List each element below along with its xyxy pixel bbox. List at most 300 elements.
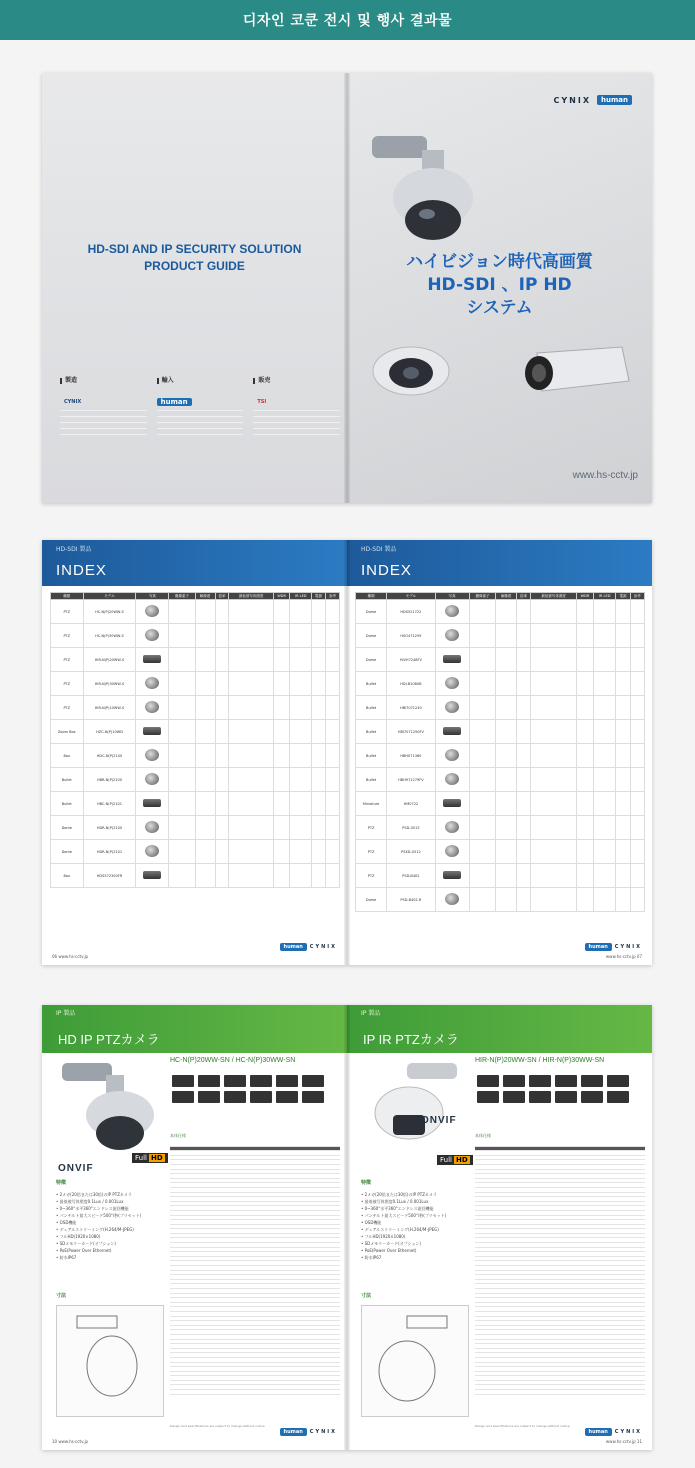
table-cell: HDI-B1080B bbox=[387, 672, 435, 696]
dimensions-drawing bbox=[56, 1305, 164, 1417]
table-cell bbox=[496, 720, 517, 744]
table-header: 参考 bbox=[630, 593, 644, 600]
table-row bbox=[51, 864, 340, 888]
table-cell bbox=[531, 600, 577, 624]
table-cell: HDS521722 bbox=[387, 600, 435, 624]
address-text-block bbox=[157, 410, 244, 440]
table-cell bbox=[516, 744, 530, 768]
dimensions-heading: 寸法 bbox=[361, 1293, 372, 1299]
table-cell bbox=[169, 768, 195, 792]
spec-table bbox=[475, 1133, 645, 1395]
spec-row bbox=[170, 1390, 340, 1395]
table-cell bbox=[169, 696, 195, 720]
table-cell bbox=[576, 720, 593, 744]
table-cell bbox=[516, 816, 530, 840]
table-cell bbox=[215, 864, 229, 888]
table-cell: HIR-N(P)20WW-S bbox=[83, 648, 136, 672]
table-cell bbox=[435, 744, 469, 768]
table-header: WDR bbox=[576, 593, 593, 600]
table-row bbox=[356, 720, 645, 744]
table-cell bbox=[630, 744, 644, 768]
table-cell bbox=[576, 600, 593, 624]
table-cell bbox=[469, 840, 496, 864]
table-cell bbox=[273, 744, 290, 768]
table-cell bbox=[576, 888, 593, 912]
table-row bbox=[51, 648, 340, 672]
product-thumbnail bbox=[445, 605, 459, 617]
table-cell bbox=[195, 648, 215, 672]
spec-icon bbox=[581, 1091, 603, 1103]
table-cell bbox=[326, 648, 340, 672]
table-cell bbox=[576, 792, 593, 816]
table-cell bbox=[496, 600, 517, 624]
table-cell: PTZ bbox=[51, 696, 84, 720]
feature-item: • PoE(Power Over Ethernet) bbox=[361, 1248, 417, 1253]
address-text-block bbox=[60, 410, 147, 440]
feature-item: • 最低被写体照度0.1Lux / 0.001Lux bbox=[361, 1199, 429, 1204]
table-cell bbox=[616, 720, 630, 744]
spec-icon bbox=[276, 1075, 298, 1087]
table-cell bbox=[169, 648, 195, 672]
table-cell bbox=[290, 840, 312, 864]
table-cell bbox=[576, 768, 593, 792]
section-tag: HD-SDI 製品 bbox=[361, 546, 397, 553]
table-cell bbox=[630, 768, 644, 792]
table-cell bbox=[312, 672, 326, 696]
table-cell bbox=[531, 888, 577, 912]
table-cell bbox=[215, 624, 229, 648]
table-cell bbox=[576, 672, 593, 696]
section-tag: IP 製品 bbox=[361, 1010, 381, 1017]
table-row bbox=[51, 768, 340, 792]
spec-icon bbox=[224, 1091, 246, 1103]
dimension-diagram bbox=[362, 1306, 470, 1418]
table-cell bbox=[516, 648, 530, 672]
table-cell bbox=[594, 624, 616, 648]
table-cell bbox=[516, 768, 530, 792]
table-cell bbox=[195, 720, 215, 744]
cover-jp-title bbox=[347, 251, 652, 320]
ptz-camera-image bbox=[367, 128, 487, 248]
ptz-left-page bbox=[42, 1005, 347, 1450]
spec-icon bbox=[581, 1075, 603, 1087]
table-cell bbox=[290, 720, 312, 744]
cover-back-page bbox=[42, 73, 347, 503]
table-cell bbox=[469, 888, 496, 912]
index-right-page bbox=[347, 540, 652, 965]
table-cell: Bullet bbox=[356, 720, 387, 744]
table-cell: Zoom Box bbox=[51, 720, 84, 744]
table-cell bbox=[273, 840, 290, 864]
table-cell bbox=[496, 816, 517, 840]
fullhd-label: Full bbox=[135, 1154, 147, 1162]
ir-ptz-camera-image bbox=[367, 1057, 477, 1157]
table-cell bbox=[273, 672, 290, 696]
table-cell bbox=[290, 744, 312, 768]
table-cell bbox=[229, 600, 273, 624]
table-cell bbox=[616, 744, 630, 768]
table-cell: HBC-N(P)2101 bbox=[83, 792, 136, 816]
table-cell bbox=[516, 624, 530, 648]
page-footer: www.hs-cctv.jp 07 bbox=[605, 954, 642, 959]
table-cell: HDS572300FR bbox=[83, 864, 136, 888]
table-cell: HC-N(P)20WW-S bbox=[83, 600, 136, 624]
product-thumbnail bbox=[143, 799, 161, 807]
ptz-header bbox=[42, 1005, 347, 1053]
feature-item: • 防水IP67 bbox=[56, 1255, 77, 1260]
index-title: INDEX bbox=[361, 562, 412, 579]
dimensions-heading: 寸法 bbox=[56, 1293, 67, 1299]
table-cell bbox=[594, 792, 616, 816]
table-cell: HZC-N(P)10WD bbox=[83, 720, 136, 744]
table-header: 参考 bbox=[326, 593, 340, 600]
table-cell bbox=[630, 840, 644, 864]
table-cell bbox=[215, 792, 229, 816]
table-cell bbox=[195, 744, 215, 768]
table-cell bbox=[215, 768, 229, 792]
product-thumbnail bbox=[145, 845, 159, 857]
table-cell bbox=[195, 768, 215, 792]
table-cell bbox=[195, 840, 215, 864]
cover-title bbox=[42, 241, 347, 275]
table-cell bbox=[616, 816, 630, 840]
table-cell: Dome bbox=[356, 600, 387, 624]
table-cell bbox=[594, 888, 616, 912]
table-cell bbox=[312, 792, 326, 816]
table-cell bbox=[312, 720, 326, 744]
cover-jp-line3: システム bbox=[466, 298, 533, 318]
table-cell bbox=[531, 696, 577, 720]
feature-item: • 2メガ(20倍または30倍)のIP PTZカメラ bbox=[361, 1192, 437, 1197]
table-cell bbox=[630, 624, 644, 648]
page-brand bbox=[280, 943, 337, 951]
table-cell: HBR-N(P)2100 bbox=[83, 768, 136, 792]
feature-icons bbox=[477, 1075, 642, 1103]
table-cell bbox=[496, 840, 517, 864]
feature-item: • 0~360°水平360°エンドレス旋回機能 bbox=[56, 1206, 129, 1211]
table-cell bbox=[594, 600, 616, 624]
ptz-spread bbox=[42, 1005, 652, 1450]
table-cell bbox=[616, 600, 630, 624]
table-cell bbox=[576, 696, 593, 720]
table-cell bbox=[630, 816, 644, 840]
cynix-logo: CYNIX bbox=[309, 944, 337, 950]
features-list bbox=[361, 1180, 473, 1261]
page-brand bbox=[585, 943, 642, 951]
cover-jp-line2: HD-SDI 、IP HD bbox=[427, 275, 572, 295]
feature-item: • 防水IP67 bbox=[361, 1255, 382, 1260]
human-logo: human bbox=[585, 1428, 612, 1436]
table-cell bbox=[616, 840, 630, 864]
features-heading: 特徴 bbox=[361, 1180, 372, 1186]
cover-title-line2: PRODUCT GUIDE bbox=[144, 259, 245, 273]
section-tag: IP 製品 bbox=[56, 1010, 76, 1017]
table-cell bbox=[531, 624, 577, 648]
product-thumbnail bbox=[445, 749, 459, 761]
feature-item: • パンチルト最大スピード500°/秒(プリセット) bbox=[361, 1213, 447, 1218]
table-cell bbox=[290, 816, 312, 840]
disclaimer: Design and specifications are subject to change without notice. bbox=[170, 1424, 266, 1428]
table-row bbox=[51, 696, 340, 720]
table-cell: HIR-N(P)10WW-S bbox=[83, 696, 136, 720]
table-cell bbox=[215, 696, 229, 720]
dome-camera-image bbox=[369, 335, 454, 405]
spec-icon bbox=[555, 1075, 577, 1087]
table-cell bbox=[136, 768, 169, 792]
table-cell bbox=[576, 816, 593, 840]
table-cell bbox=[516, 888, 530, 912]
product-thumbnail bbox=[145, 701, 159, 713]
table-header: 写真 bbox=[136, 593, 169, 600]
table-cell bbox=[273, 648, 290, 672]
table-cell bbox=[136, 864, 169, 888]
table-cell: HIVH7248FV bbox=[387, 648, 435, 672]
table-cell bbox=[531, 864, 577, 888]
table-cell bbox=[229, 648, 273, 672]
section-tag: HD-SDI 製品 bbox=[56, 546, 92, 553]
table-cell bbox=[273, 720, 290, 744]
table-cell bbox=[516, 600, 530, 624]
product-thumbnail bbox=[145, 821, 159, 833]
table-cell bbox=[169, 672, 195, 696]
table-cell bbox=[312, 864, 326, 888]
table-cell bbox=[312, 600, 326, 624]
table-cell bbox=[516, 720, 530, 744]
table-cell bbox=[435, 648, 469, 672]
table-cell: Bullet bbox=[356, 672, 387, 696]
table-row bbox=[51, 672, 340, 696]
table-cell bbox=[290, 600, 312, 624]
table-cell: PSD-B402-R bbox=[387, 888, 435, 912]
table-cell bbox=[215, 840, 229, 864]
table-cell: Dome bbox=[51, 840, 84, 864]
table-cell: HBH971279FV bbox=[387, 768, 435, 792]
table-cell bbox=[229, 672, 273, 696]
table-cell bbox=[516, 864, 530, 888]
table-cell: HM0722 bbox=[387, 792, 435, 816]
table-header: モデル bbox=[83, 593, 136, 600]
table-cell bbox=[496, 624, 517, 648]
index-table-left bbox=[50, 592, 340, 888]
table-cell bbox=[594, 864, 616, 888]
product-thumbnail bbox=[145, 773, 159, 785]
table-header: 倍率 bbox=[215, 593, 229, 600]
feature-item: • OSD機能 bbox=[361, 1220, 382, 1225]
table-cell bbox=[312, 648, 326, 672]
table-cell bbox=[435, 696, 469, 720]
table-cell bbox=[273, 696, 290, 720]
table-cell: Dome bbox=[356, 888, 387, 912]
table-cell bbox=[594, 840, 616, 864]
company-label: 輸入 bbox=[157, 378, 244, 384]
table-cell bbox=[594, 648, 616, 672]
product-thumbnail bbox=[445, 821, 459, 833]
ptz-camera-image bbox=[58, 1057, 168, 1157]
table-cell bbox=[215, 648, 229, 672]
table-cell bbox=[136, 840, 169, 864]
index-spread bbox=[42, 540, 652, 965]
table-cell bbox=[616, 864, 630, 888]
feature-icons bbox=[172, 1075, 337, 1103]
table-cell bbox=[273, 768, 290, 792]
table-cell bbox=[435, 768, 469, 792]
table-cell bbox=[169, 864, 195, 888]
table-cell bbox=[435, 888, 469, 912]
book-gutter bbox=[344, 73, 350, 503]
table-cell bbox=[576, 744, 593, 768]
table-cell bbox=[469, 720, 496, 744]
table-cell: HC-N(P)30WW-S bbox=[83, 624, 136, 648]
spec-icon bbox=[555, 1091, 577, 1103]
table-cell: PTZ bbox=[356, 864, 387, 888]
table-cell bbox=[576, 864, 593, 888]
table-cell bbox=[215, 600, 229, 624]
table-cell bbox=[496, 864, 517, 888]
spec-icon bbox=[250, 1075, 272, 1087]
table-cell: PTZ bbox=[51, 648, 84, 672]
table-header: IR LED bbox=[594, 593, 616, 600]
table-cell bbox=[136, 720, 169, 744]
table-cell bbox=[273, 600, 290, 624]
spec-icon bbox=[250, 1091, 272, 1103]
table-cell: Dome bbox=[356, 624, 387, 648]
table-cell bbox=[435, 600, 469, 624]
features-heading: 特徴 bbox=[56, 1180, 67, 1186]
feature-item: • OSD機能 bbox=[56, 1220, 77, 1225]
table-cell bbox=[215, 672, 229, 696]
table-cell bbox=[229, 816, 273, 840]
table-header: WDR bbox=[273, 593, 290, 600]
table-cell bbox=[229, 624, 273, 648]
table-cell bbox=[229, 840, 273, 864]
table-cell: PSXD-0512 bbox=[387, 840, 435, 864]
table-cell bbox=[229, 768, 273, 792]
table-cell bbox=[516, 672, 530, 696]
table-cell bbox=[469, 744, 496, 768]
table-cell bbox=[312, 624, 326, 648]
table-cell: HDR-N(P)2101 bbox=[83, 840, 136, 864]
table-row bbox=[51, 600, 340, 624]
table-cell bbox=[630, 888, 644, 912]
table-cell: Bullet bbox=[356, 768, 387, 792]
table-cell bbox=[496, 672, 517, 696]
feature-item: • デュアルストリーミング(H.264/M-JPEG) bbox=[361, 1227, 439, 1232]
table-cell: PTZ bbox=[356, 816, 387, 840]
feature-item: • 2メガ(20倍または30倍)のIP PTZカメラ bbox=[56, 1192, 132, 1197]
table-cell bbox=[616, 888, 630, 912]
product-thumbnail bbox=[443, 655, 461, 663]
table-cell bbox=[195, 816, 215, 840]
table-cell: HSO471259 bbox=[387, 624, 435, 648]
company-label: 製造 bbox=[60, 378, 147, 384]
table-cell bbox=[630, 600, 644, 624]
dimension-diagram bbox=[57, 1306, 165, 1418]
table-header: 最低被写体照度 bbox=[531, 593, 577, 600]
table-row bbox=[51, 792, 340, 816]
human-logo: human bbox=[157, 398, 192, 406]
table-cell bbox=[290, 792, 312, 816]
table-cell bbox=[576, 624, 593, 648]
index-title: INDEX bbox=[56, 562, 107, 579]
company-label: 販売 bbox=[253, 378, 340, 384]
spec-icon bbox=[477, 1075, 499, 1087]
onvif-logo: ONVIF bbox=[421, 1115, 457, 1126]
table-cell: HBH071360 bbox=[387, 744, 435, 768]
book-gutter bbox=[344, 540, 350, 965]
spec-icon bbox=[503, 1091, 525, 1103]
disclaimer: Design and specifications are subject to change without notice. bbox=[475, 1424, 571, 1428]
table-cell bbox=[326, 792, 340, 816]
human-logo: human bbox=[597, 95, 632, 105]
table-cell bbox=[594, 720, 616, 744]
table-cell: HIR-N(P)30WW-S bbox=[83, 672, 136, 696]
table-cell bbox=[169, 600, 195, 624]
table-cell bbox=[616, 624, 630, 648]
table-cell bbox=[215, 816, 229, 840]
spec-icon bbox=[302, 1075, 324, 1087]
spec-icon bbox=[172, 1091, 194, 1103]
table-cell: Bullet bbox=[51, 792, 84, 816]
feature-item: • SDメモリーカード(オプション) bbox=[361, 1241, 421, 1246]
table-cell bbox=[516, 696, 530, 720]
table-cell bbox=[531, 816, 577, 840]
table-row bbox=[51, 840, 340, 864]
table-cell bbox=[435, 624, 469, 648]
table-cell bbox=[326, 744, 340, 768]
human-logo: human bbox=[585, 943, 612, 951]
table-cell bbox=[531, 768, 577, 792]
table-cell bbox=[136, 696, 169, 720]
table-cell bbox=[531, 720, 577, 744]
human-logo: human bbox=[280, 943, 307, 951]
table-cell bbox=[169, 720, 195, 744]
table-cell: HBI7071250FV bbox=[387, 720, 435, 744]
table-cell bbox=[516, 840, 530, 864]
table-cell bbox=[594, 816, 616, 840]
spec-heading: 本体仕様 bbox=[475, 1133, 491, 1138]
table-cell bbox=[469, 672, 496, 696]
product-thumbnail bbox=[145, 749, 159, 761]
table-cell bbox=[630, 648, 644, 672]
table-cell bbox=[496, 888, 517, 912]
page-footer: 06 www.hs-cctv.jp bbox=[52, 954, 89, 959]
table-cell: Bullet bbox=[356, 744, 387, 768]
spec-icon bbox=[224, 1075, 246, 1087]
table-cell bbox=[326, 840, 340, 864]
table-cell bbox=[594, 672, 616, 696]
table-cell: Dome bbox=[51, 816, 84, 840]
table-cell bbox=[290, 768, 312, 792]
spec-icon bbox=[198, 1075, 220, 1087]
human-logo: human bbox=[280, 1428, 307, 1436]
fullhd-badge bbox=[437, 1155, 473, 1165]
table-cell bbox=[594, 744, 616, 768]
cynix-logo: CYNIX bbox=[614, 1429, 642, 1435]
spec-icon bbox=[607, 1091, 629, 1103]
table-cell bbox=[290, 672, 312, 696]
table-cell bbox=[435, 792, 469, 816]
table-cell: PSD-0513 bbox=[387, 816, 435, 840]
table-cell bbox=[469, 648, 496, 672]
table-cell bbox=[435, 672, 469, 696]
cover-url: www.hs-cctv.jp bbox=[572, 470, 638, 481]
feature-item: • PoE(Power Over Ethernet) bbox=[56, 1248, 112, 1253]
table-cell bbox=[229, 720, 273, 744]
model-name: HIR-N(P)20WW-SN / HIR-N(P)30WW-SN bbox=[475, 1057, 605, 1064]
table-cell bbox=[496, 648, 517, 672]
spec-icon bbox=[276, 1091, 298, 1103]
table-row bbox=[51, 816, 340, 840]
